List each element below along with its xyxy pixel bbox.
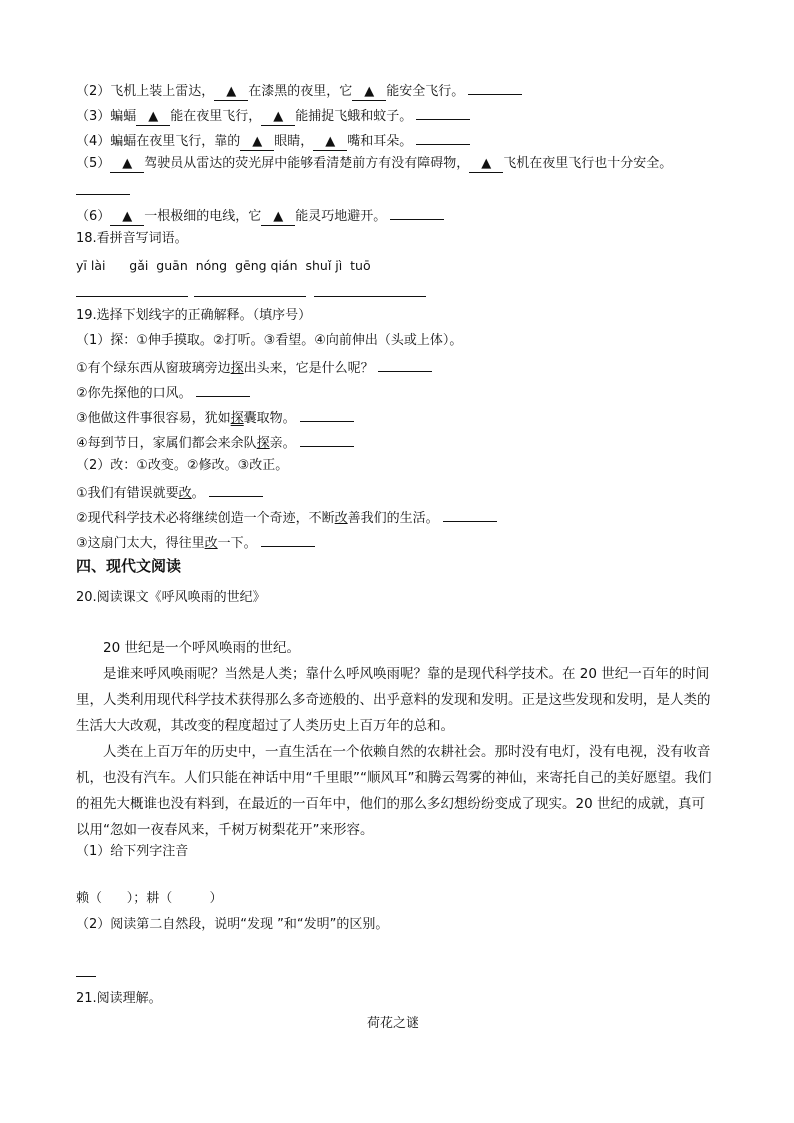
target-char: 探 (230, 411, 244, 426)
q17-item-5: （5） ▲ 驾驶员从雷达的荧光屏中能够看清楚前方有没有障碍物， ▲ 飞机在夜里飞行也十分安全。 (76, 156, 673, 171)
q19-sentence-5: ①我们有错误就要改。 (76, 482, 263, 503)
passage-paragraph-1: 20 世纪是一个呼风唤雨的世纪。 (103, 640, 300, 656)
target-char: 改 (178, 486, 192, 501)
blank-marker[interactable]: ▲ (261, 209, 295, 226)
passage-paragraph-2: 是谁来呼风唤雨呢？当然是人类；靠什么呼风唤雨呢？靠的是现代科学技术。在 20 世纪一百年的时间里，人类利用现代科学技术获得那么多奇迹般的、出乎意料的发现和发明。正是这些发现和发明，是人类的生活大大改观，其改变的程度超过了人类历史上百万年的总和。 (76, 666, 711, 734)
q18-title: 18.看拼音写词语。 (76, 231, 188, 246)
target-char: 改 (204, 536, 218, 551)
section-heading: 四、现代文阅读 (76, 557, 182, 575)
q17-item-2: （2）飞机上装上雷达， ▲ 在漆黑的夜里，它 ▲ 能安全飞行。 (76, 80, 522, 101)
q20-pinyin-blanks[interactable]: 赖（ ）；耕（ ） (76, 891, 223, 906)
q20-sub-question-2: （2）阅读第二自然段，说明“发现 ”和“发明”的区别。 (76, 917, 389, 932)
passage-paragraph-3: 人类在上百万年的历史中，一直生活在一个依赖自然的农耕社会。那时没有电灯，没有电视，没有收音机，也没有汽车。人们只能在神话中用“千里眼”“顺风耳”和腾云驾雾的神仙，来寄托自己的美好愿望。我们的祖先大概谁也没有料到，在最近的一百年中，他们的那么多幻想纷纷变成了现实。20 世纪的成就，真可以用“忽如一夜春风来，千树万树梨花开”来形容。 (76, 744, 712, 838)
answer-blank[interactable] (390, 205, 444, 220)
blank-marker[interactable]: ▲ (110, 156, 144, 173)
answer-blank[interactable] (416, 105, 470, 120)
answer-blank[interactable] (76, 282, 132, 297)
answer-blank[interactable] (261, 532, 315, 547)
q19-part1-definitions: （1）探：①伸手摸取。②打听。③看望。④向前伸出（头或上体）。 (76, 333, 463, 348)
q18-pinyin: yī lài gǎi guān nóng gēng qián shuǐ jì tuō (76, 258, 371, 273)
q19-sentence-6: ②现代科学技术必将继续创造一个奇迹，不断改善我们的生活。 (76, 507, 497, 528)
answer-blank[interactable] (378, 357, 432, 372)
q17-item-5-answer (76, 180, 130, 201)
answer-blank[interactable] (416, 130, 470, 145)
blank-marker[interactable]: ▲ (240, 134, 274, 151)
answer-blank[interactable] (132, 282, 188, 297)
answer-blank[interactable] (76, 962, 96, 983)
answer-blank[interactable] (196, 382, 250, 397)
answer-blank[interactable] (194, 282, 250, 297)
answer-blank[interactable] (468, 80, 522, 95)
q19-sentence-3: ③他做这件事很容易，犹如探囊取物。 (76, 407, 354, 428)
target-char: 探 (256, 436, 270, 451)
q20-title: 20.阅读课文《呼风唤雨的世纪》 (76, 590, 266, 605)
q19-sentence-1: ①有个绿东西从窗玻璃旁边探出头来，它是什么呢？ (76, 357, 432, 378)
q18-answer-blanks (76, 282, 426, 303)
q19-part2-definitions: （2）改：①改变。②修改。③改正。 (76, 458, 289, 473)
blank-marker[interactable]: ▲ (261, 109, 295, 126)
blank-marker[interactable]: ▲ (136, 109, 170, 126)
answer-blank[interactable] (300, 407, 354, 422)
blank-marker[interactable]: ▲ (313, 134, 347, 151)
q19-sentence-2: ②你先探他的口风。 (76, 382, 250, 403)
blank-marker[interactable]: ▲ (214, 84, 248, 101)
q19-sentence-7: ③这扇门太大，得往里改一下。 (76, 532, 315, 553)
q21-title: 21.阅读理解。 (76, 991, 162, 1006)
answer-blank[interactable] (209, 482, 263, 497)
q19-title: 19.选择下划线字的正确解释。（填序号） (76, 308, 312, 323)
q17-item-4: （4）蝙蝠在夜里飞行，靠的 ▲ 眼睛， ▲ 嘴和耳朵。 (76, 130, 470, 151)
answer-blank[interactable] (300, 432, 354, 447)
answer-blank[interactable] (370, 282, 426, 297)
q21-passage-heading: 荷花之谜 (367, 1016, 420, 1031)
answer-blank[interactable] (314, 282, 370, 297)
q19-sentence-4: ④每到节日，家属们都会来余队探亲。 (76, 432, 354, 453)
q17-item-6: （6） ▲ 一根极细的电线，它 ▲ 能灵巧地避开。 (76, 205, 444, 226)
target-char: 改 (334, 511, 348, 526)
blank-marker[interactable]: ▲ (352, 84, 386, 101)
q17-item-3: （3）蝙蝠 ▲ 能在夜里飞行， ▲ 能捕捉飞蛾和蚊子。 (76, 105, 470, 126)
blank-marker[interactable]: ▲ (469, 156, 503, 173)
answer-blank[interactable] (76, 180, 130, 195)
target-char: 探 (230, 361, 244, 376)
answer-blank[interactable] (443, 507, 497, 522)
q20-sub-question-1: （1）给下列字注音 (76, 844, 189, 859)
answer-blank[interactable] (250, 282, 306, 297)
blank-marker[interactable]: ▲ (110, 209, 144, 226)
